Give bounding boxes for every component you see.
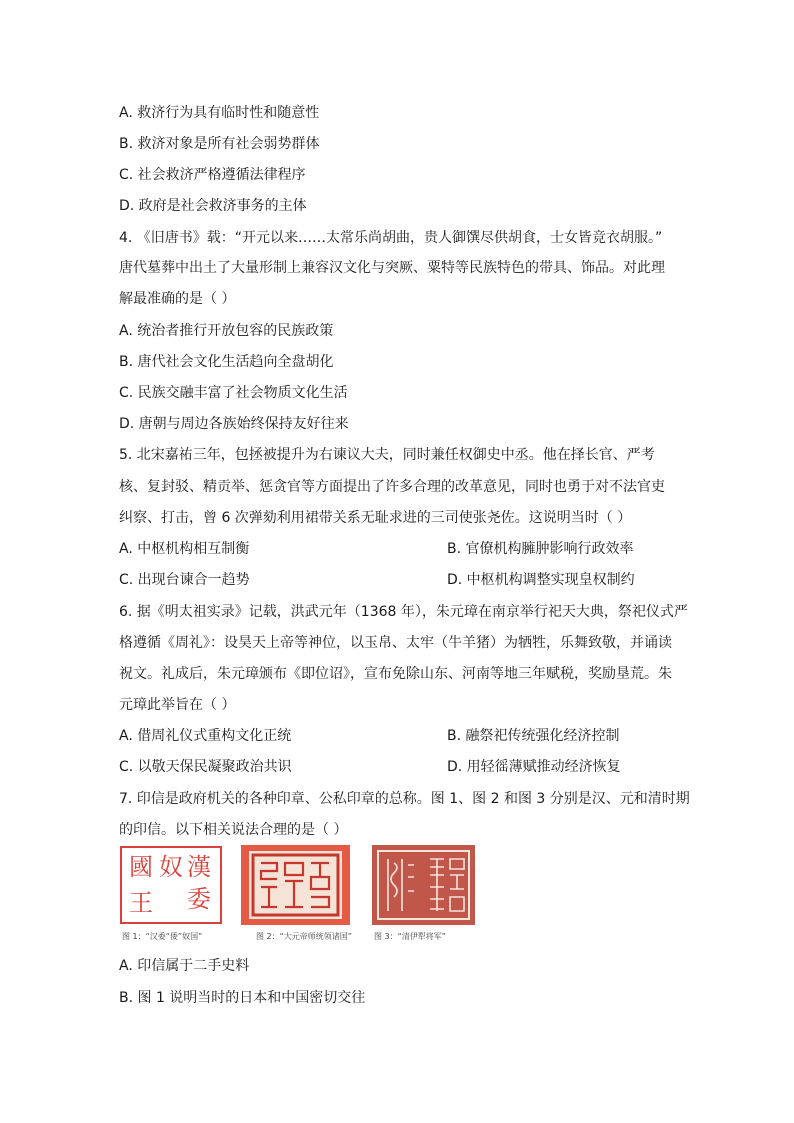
q4-option-a: A. 统治者推行开放包容的民族政策	[119, 323, 334, 339]
q4-option-d: D. 唐朝与周边各族始终保持友好往来	[119, 416, 349, 432]
q5-option-c: C. 出现台谏合一趋势	[119, 572, 250, 588]
seal1-char-wei: 委	[187, 885, 211, 913]
q5-stem-line-3: 纠察、打击，曾 6 次弹劾利用裙带关系无耻求进的三司使张尧佐。这说明当时（ ）	[119, 510, 632, 526]
seal-image-1	[119, 845, 223, 925]
q4-option-b: B. 唐代社会文化生活趋向全盘胡化	[119, 354, 334, 370]
seal1-char-wang: 王	[129, 889, 153, 917]
q3-option-a: A. 救济行为具有临时性和随意性	[119, 105, 320, 121]
q6-stem-line-2: 格遵循《周礼》：设昊天上帝等神位，以玉帛、太牢（牛羊猪）为牺牲，乐舞致敬，并诵读	[119, 635, 672, 651]
q3-option-d: D. 政府是社会救济事务的主体	[119, 198, 307, 214]
q5-stem-line-1: 5. 北宋嘉祐三年，包拯被提升为右谏议大夫，同时兼任权御史中丞。他在择长官、严考	[119, 447, 655, 463]
seal1-char-guo: 國	[129, 853, 153, 881]
q5-stem-line-2: 核、复封驳、精贡举、惩贪官等方面提出了许多合理的改革意见，同时也勇于对不法官吏	[119, 479, 665, 495]
q7-option-a: A. 印信属于二手史料	[119, 958, 250, 974]
q6-option-b: B. 融祭祀传统强化经济控制	[447, 728, 620, 744]
seal-image-2	[241, 845, 350, 925]
seal-caption-1: 图 1：“汉委“倭”奴国”	[122, 932, 203, 941]
q7-option-b: B. 图 1 说明当时的日本和中国密切交往	[119, 990, 366, 1006]
q5-option-b: B. 官僚机构臃肿影响行政效率	[447, 541, 634, 557]
seal1-char-han: 漢	[187, 853, 211, 881]
q4-stem-line-3: 解最准确的是（ ）	[119, 291, 236, 307]
seal1-char-nu: 奴	[159, 853, 183, 881]
seal-caption-2: 图 2：“大元帝师统领诸国”	[256, 932, 352, 941]
q6-option-a: A. 借周礼仪式重构文化正统	[119, 728, 292, 744]
seal-image-3	[372, 845, 475, 925]
q7-stem-line-1: 7. 印信是政府机关的各种印章、公私印章的总称。图 1、图 2 和图 3 分别是汉、元和清时期	[119, 791, 690, 807]
q4-stem-line-2: 唐代墓葬中出土了大量形制上兼容汉文化与突厥、粟特等民族特色的带具、饰品。对此理	[119, 260, 665, 276]
q3-option-c: C. 社会救济严格遵循法律程序	[119, 167, 306, 183]
q7-stem-line-2: 的印信。以下相关说法合理的是（ ）	[119, 822, 348, 838]
q6-option-d: D. 用轻徭薄赋推动经济恢复	[447, 759, 621, 775]
q4-option-c: C. 民族交融丰富了社会物质文化生活	[119, 385, 348, 401]
q6-option-c: C. 以敬天保民凝聚政治共识	[119, 759, 292, 775]
q5-option-d: D. 中枢机构调整实现皇权制约	[447, 572, 635, 588]
q5-option-a: A. 中枢机构相互制衡	[119, 541, 250, 557]
q6-stem-line-4: 元璋此举旨在（ ）	[119, 697, 236, 713]
q6-stem-line-3: 祝文。礼成后，朱元璋颁布《即位诏》，宣布免除山东、河南等地三年赋税，奖励垦荒。朱	[119, 666, 672, 682]
q3-option-b: B. 救济对象是所有社会弱势群体	[119, 136, 320, 152]
q4-stem-line-1: 4. 《旧唐书》载：“开元以来……太常乐尚胡曲，贵人御馔尽供胡食，士女皆竞衣胡服。”	[119, 230, 663, 246]
q6-stem-line-1: 6. 据《明太祖实录》记载，洪武元年（1368 年），朱元璋在南京举行祀天大典，祭祀仪式严	[119, 604, 688, 620]
seal-caption-3: 图 3：“清伊犁将军”	[374, 932, 446, 941]
